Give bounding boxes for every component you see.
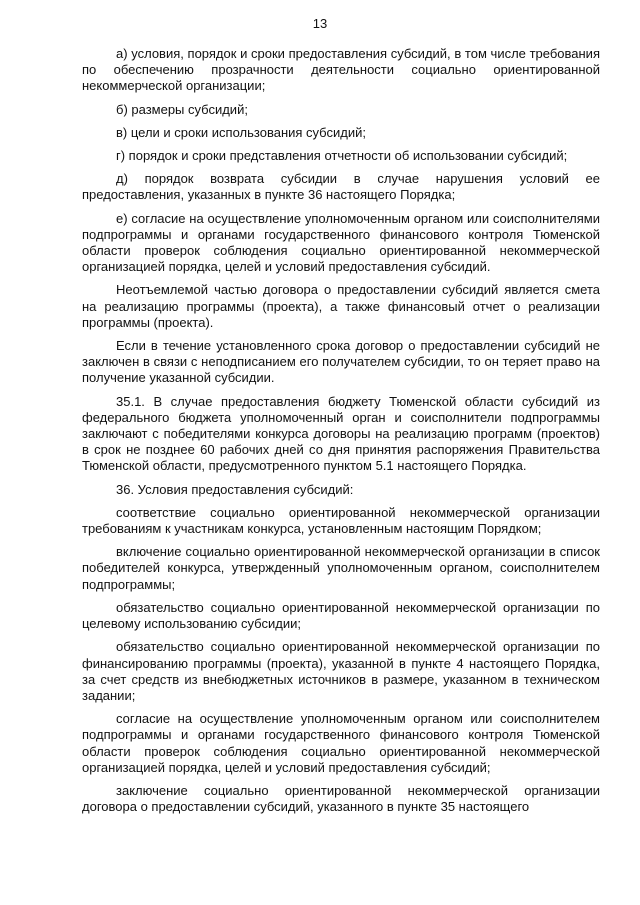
paragraph-condition-contract: заключение социально ориентированной некоммерческой организации договора о предоставлении субсидий, указанного в пункте 35 настоящего [82, 782, 600, 815]
paragraph-condition-winner-list: включение социально ориентированной некоммерческой организации в список победителей конкурса, утвержденный уполномоченным органом, соисполнителем подпрограммы; [82, 544, 600, 592]
paragraph-condition-co-financing: обязательство социально ориентированной некоммерческой организации по финансированию программы (проекта), указанной в пункте 4 настоящего Порядка, за счет средств из внебюджетных источников в размере, указанном в техническом задании; [82, 639, 600, 703]
paragraph-contract-deadline: Если в течение установленного срока договор о предоставлении субсидий не заключен в связи с неподписанием его получателем субсидии, то он теряет право на получение указанной субсидии. [82, 338, 600, 386]
paragraph-clause-36: 36. Условия предоставления субсидий: [116, 481, 354, 497]
paragraph-clause-35-1: 35.1. В случае предоставления бюджету Тюменской области субсидий из федерального бюджета уполномоченный орган и соисполнители подпрограммы заключают с победителями конкурса договоры на реализацию программ (проектов) в срок не позднее 60 рабочих дней со дня принятия распоряжения Правительства Тюменской области, предусмотренного пунктом 5.1 настоящего Порядка. [82, 393, 600, 474]
paragraph-condition-compliance: соответствие социально ориентированной некоммерческой организации требованиям к участникам конкурса, установленным настоящим Порядком; [82, 504, 600, 537]
paragraph-item-v: в) цели и сроки использования субсидий; [116, 124, 366, 140]
paragraph-contract-annex: Неотъемлемой частью договора о предоставлении субсидий является смета на реализацию программы (проекта), а также финансовый отчет о реализации программы (проекта). [82, 282, 600, 330]
paragraph-condition-target-use: обязательство социально ориентированной некоммерческой организации по целевому использованию субсидии; [82, 599, 600, 632]
document-body [82, 46, 600, 822]
page-number: 13 [312, 16, 328, 31]
paragraph-item-g: г) порядок и сроки представления отчетности об использовании субсидий; [116, 148, 568, 164]
paragraph-item-d: д) порядок возврата субсидии в случае нарушения условий ее предоставления, указанных в пункте 36 настоящего Порядка; [82, 171, 600, 203]
paragraph-item-a: а) условия, порядок и сроки предоставления субсидий, в том числе требования по обеспечению прозрачности деятельности социально ориентированной некоммерческой организации; [82, 46, 600, 94]
paragraph-condition-inspections: согласие на осуществление уполномоченным органом или соисполнителем подпрограммы и органами государственного финансового контроля Тюменской области проверок соблюдения социально ориентированной некоммерческой организацией порядка, целей и условий предоставления субсидий; [82, 711, 600, 775]
paragraph-item-b: б) размеры субсидий; [116, 101, 248, 117]
paragraph-item-e: е) согласие на осуществление уполномоченным органом или соисполнителями подпрограммы и органами государственного финансового контроля Тюменской области проверок соблюдения социально ориентированной некоммерческой организацией порядка, целей и условий предоставления субсидий. [82, 210, 600, 275]
